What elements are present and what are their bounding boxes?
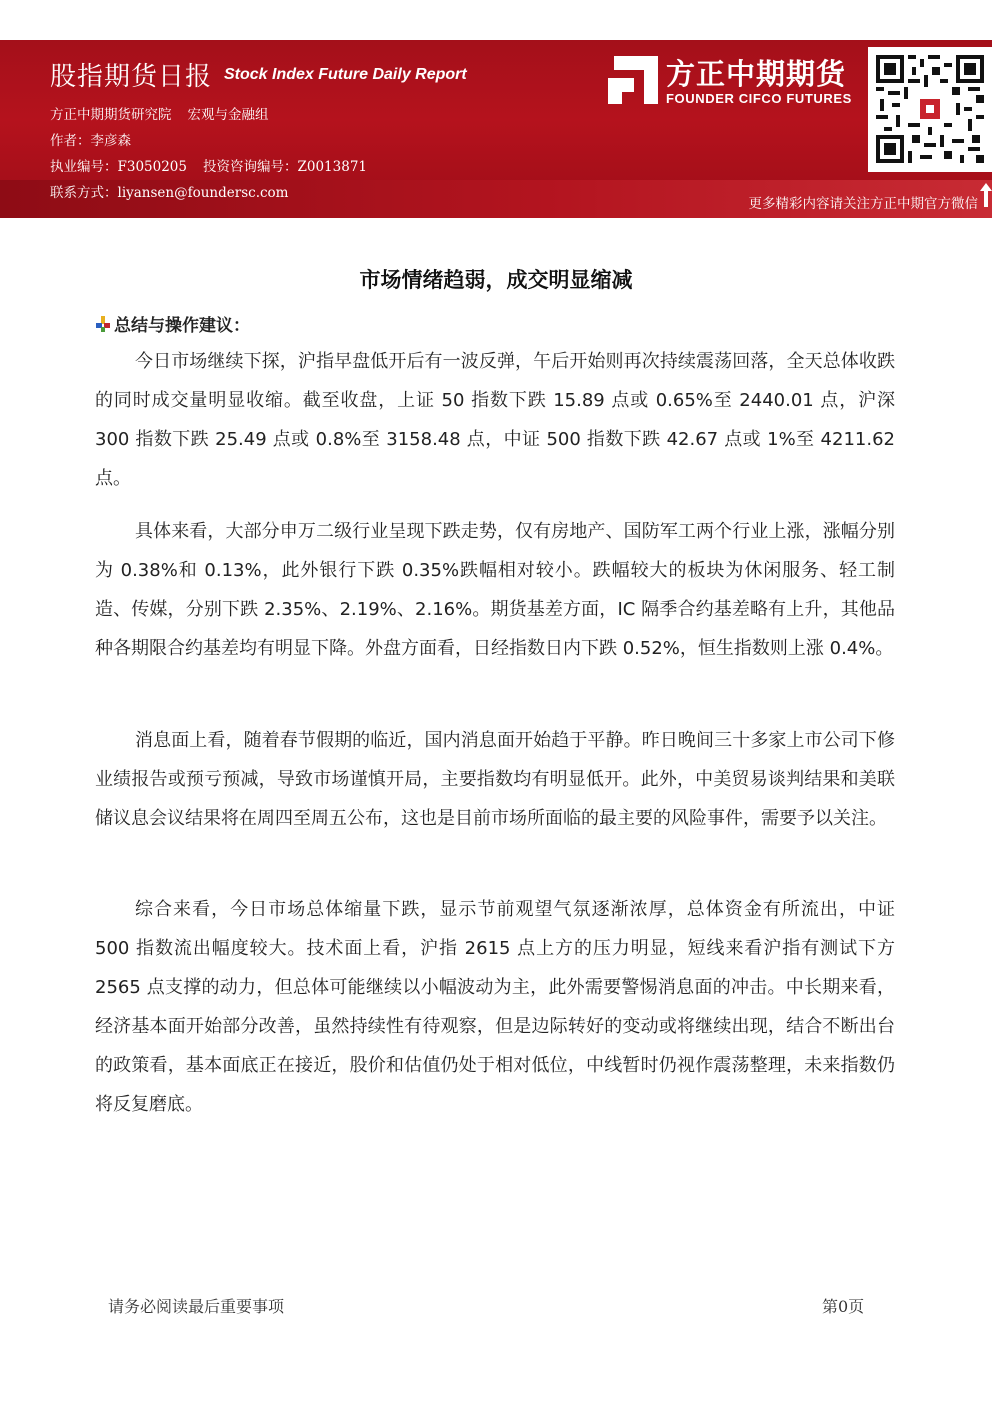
section-bullet-icon — [94, 315, 112, 333]
paragraph-1: 今日市场继续下探，沪指早盘低开后有一波反弹，午后开始则再次持续震荡回落，全天总体收跌的同时成交量明显收缩。截至收盘，上证 50 指数下跌 15.89 点或 0.65%至 2440.01 点，沪深 300 指数下跌 25.49 点或 0.8%至 3158.48 点，中证 500 指数下跌 42.67 点或 1%至 4211.62 点。 — [95, 351, 895, 489]
logo-mark-icon — [608, 56, 658, 104]
paragraph-4: 综合来看，今日市场总体缩量下跌，显示节前观望气氛逐渐浓厚，总体资金有所流出，中证 500 指数流出幅度较大。技术面上看，沪指 2615 点上方的压力明显，短线来看沪指有测试下方 2565 点支撑的动力，但总体可能继续以小幅波动为主，此外需要警惕消息面的冲击。中长期来看，经济基本面开始部分改善，虽然持续性有待观察，但是边际转好的变动或将继续出现，结合不断出台的政策看，基本面底正在接近，股价和估值仍处于相对低位，中线暂时仍视作震荡整理，未来指数仍将反复磨底。 — [95, 899, 895, 1115]
document-title: 市场情绪趋弱，成交明显缩减 — [359, 268, 633, 292]
wechat-follow-note: 更多精彩内容请关注方正中期官方微信 — [748, 196, 978, 212]
qr-code-icon — [868, 47, 992, 172]
report-title-cn: 股指期货日报 — [50, 62, 213, 92]
section-heading — [94, 311, 250, 336]
org-line — [50, 103, 285, 123]
paragraph-2: 具体来看，大部分申万二级行业呈现下跌走势，仅有房地产、国防军工两个行业上涨，涨幅分别为 0.38%和 0.13%，此外银行下跌 0.35%跌幅相对较小。跌幅较大的板块为休闲服务、轻工制造、传媒，分别下跌 2.35%、2.19%、2.16%。期货基差方面，IC 隔季合约基差略有上升，其他品种各期限合约基差均有明显下降。外盘方面看，日经指数日内下跌 0.52%，恒生指数则上涨 0.4%。 — [95, 521, 895, 659]
up-arrow-icon — [980, 183, 992, 207]
footer-notice: 请务必阅读最后重要事项 — [108, 1297, 285, 1316]
license-line — [50, 155, 383, 175]
paragraph-3: 消息面上看，随着春节假期的临近，国内消息面开始趋于平静。昨日晚间三十多家上市公司下修业绩报告或预亏预减，导致市场谨慎开局，主要指数均有明显低开。此外，中美贸易谈判结果和美联储议息会议结果将在周四至周五公布，这也是目前市场所面临的最主要的风险事件，需要予以关注。 — [95, 730, 895, 829]
license-number: 执业编号：F3050205 — [50, 159, 187, 175]
report-title-en: Stock Index Future Daily Report — [224, 66, 467, 83]
org-name: 方正中期期货研究院 — [50, 107, 172, 123]
company-logo-cn: 方正中期期货 — [666, 57, 847, 91]
company-logo-en: FOUNDER CIFCO FUTURES — [666, 91, 852, 106]
section-heading-text: 总结与操作建议： — [114, 316, 250, 336]
advisory-number: 投资咨询编号：Z0013871 — [203, 159, 368, 175]
author: 作者：李彦森 — [50, 133, 131, 149]
group-name: 宏观与金融组 — [187, 107, 269, 123]
contact-email: 联系方式：liyansen@foundersc.com — [50, 185, 289, 201]
page-number: 第0页 — [822, 1297, 865, 1316]
